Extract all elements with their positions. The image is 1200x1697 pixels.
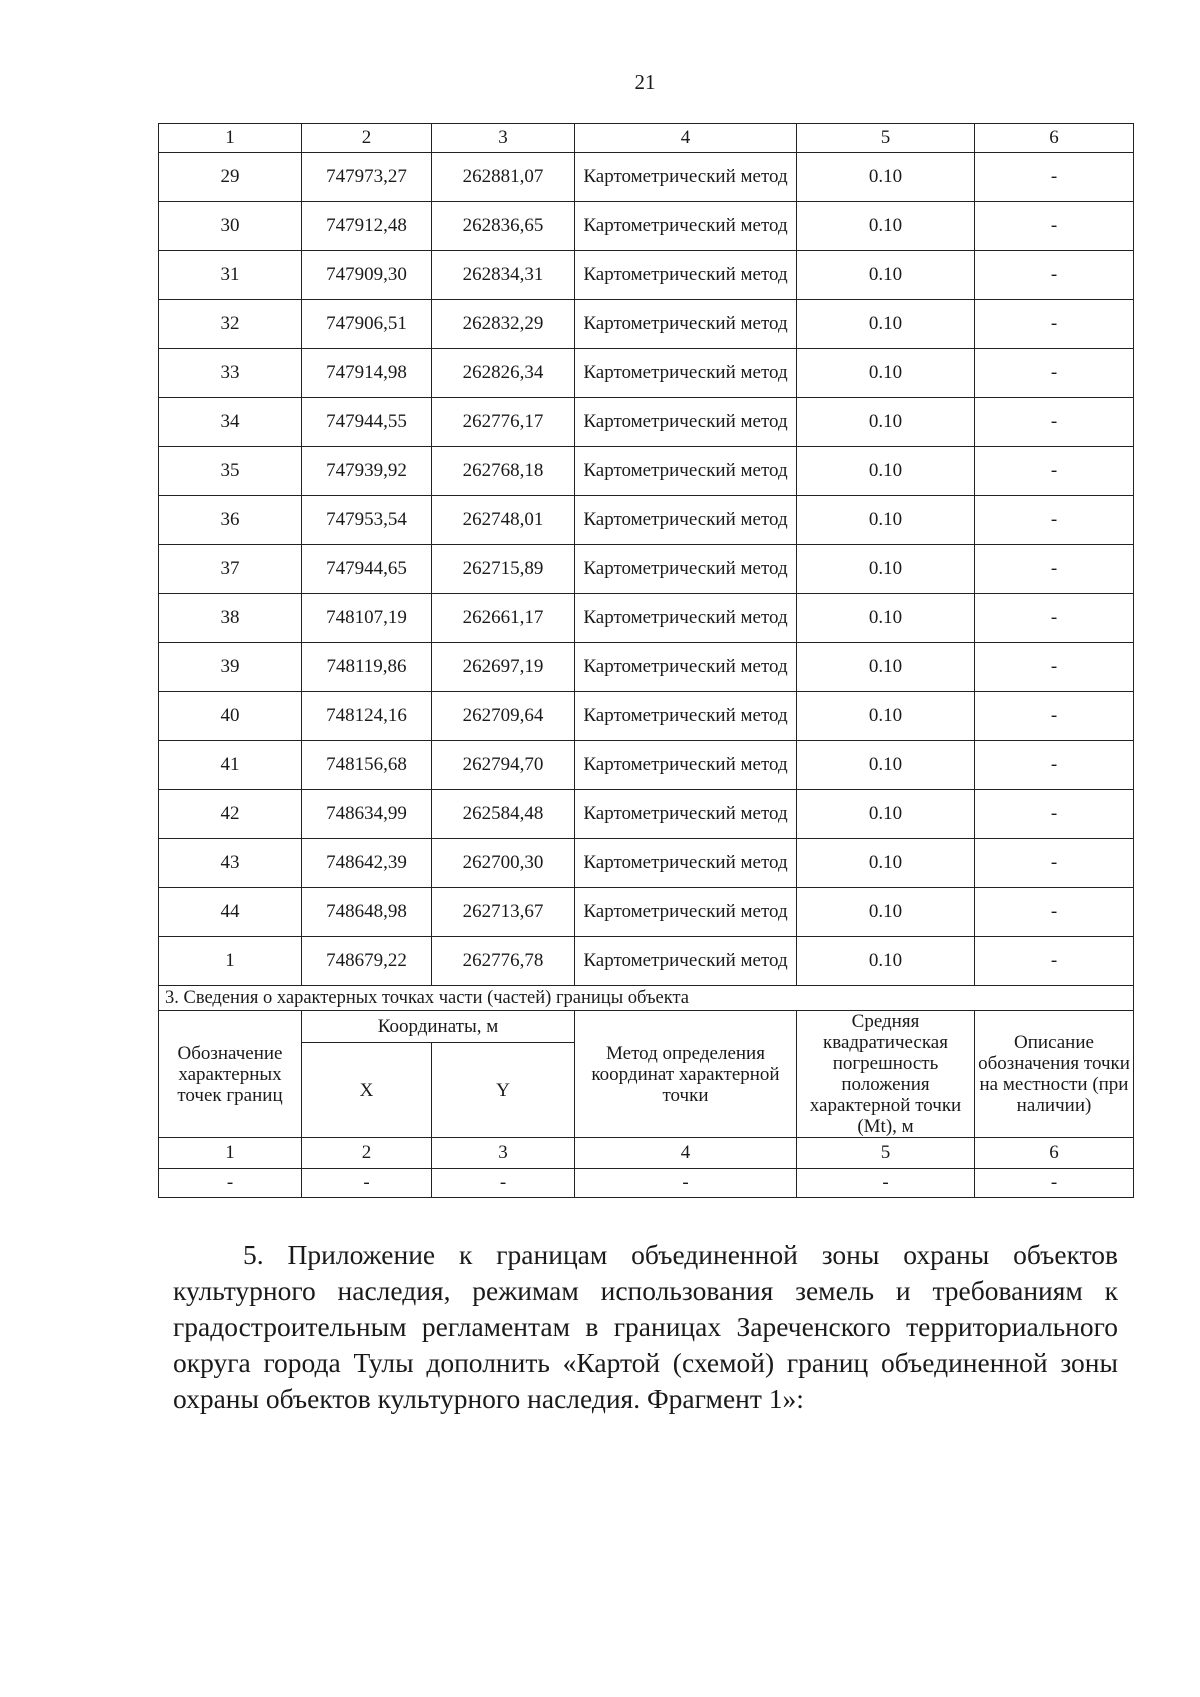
point-number: 35 — [159, 447, 302, 496]
empty-cell: - — [432, 1169, 575, 1198]
coord-x: 748124,16 — [302, 692, 432, 741]
x-header: X — [302, 1043, 432, 1138]
error-value: 0.10 — [797, 790, 975, 839]
error-value: 0.10 — [797, 839, 975, 888]
point-number: 44 — [159, 888, 302, 937]
coord-x: 748156,68 — [302, 741, 432, 790]
method-cell: Картометрический метод — [575, 741, 797, 790]
column-number-row — [159, 124, 1134, 153]
column-number: 2 — [302, 124, 432, 153]
point-description: - — [975, 790, 1134, 839]
appendix-paragraph — [173, 1237, 1118, 1417]
table-row — [159, 888, 1134, 937]
coord-y: 262713,67 — [432, 888, 575, 937]
coord-y: 262834,31 — [432, 251, 575, 300]
coord-x: 748679,22 — [302, 937, 432, 986]
empty-cell: - — [975, 1169, 1134, 1198]
coord-y: 262881,07 — [432, 153, 575, 202]
coord-y: 262700,30 — [432, 839, 575, 888]
error-value: 0.10 — [797, 398, 975, 447]
method-cell: Картометрический метод — [575, 251, 797, 300]
point-description: - — [975, 349, 1134, 398]
point-number: 43 — [159, 839, 302, 888]
coord-x: 747973,27 — [302, 153, 432, 202]
coord-x: 748107,19 — [302, 594, 432, 643]
error-value: 0.10 — [797, 153, 975, 202]
coord-x: 747912,48 — [302, 202, 432, 251]
method-cell: Картометрический метод — [575, 692, 797, 741]
point-number: 30 — [159, 202, 302, 251]
method-cell: Картометрический метод — [575, 496, 797, 545]
method-cell: Картометрический метод — [575, 937, 797, 986]
section-3-empty-row — [159, 1169, 1134, 1198]
point-description: - — [975, 643, 1134, 692]
coord-x: 747944,55 — [302, 398, 432, 447]
table-row — [159, 251, 1134, 300]
error-value: 0.10 — [797, 643, 975, 692]
error-value: 0.10 — [797, 447, 975, 496]
designation-header: Обозначение характерных точек границ — [159, 1011, 302, 1138]
point-number: 38 — [159, 594, 302, 643]
table-row — [159, 692, 1134, 741]
column-number: 1 — [159, 124, 302, 153]
description-header: Описание обозначения точки на местности (при наличии) — [975, 1011, 1134, 1138]
error-value: 0.10 — [797, 888, 975, 937]
column-number: 3 — [432, 124, 575, 153]
coord-y: 262832,29 — [432, 300, 575, 349]
point-description: - — [975, 839, 1134, 888]
coord-y: 262826,34 — [432, 349, 575, 398]
coord-y: 262584,48 — [432, 790, 575, 839]
column-number: 1 — [159, 1138, 302, 1169]
coord-x: 748642,39 — [302, 839, 432, 888]
column-number: 6 — [975, 1138, 1134, 1169]
method-header: Метод определения координат характерной точки — [575, 1011, 797, 1138]
coord-y: 262661,17 — [432, 594, 575, 643]
error-value: 0.10 — [797, 349, 975, 398]
method-cell: Картометрический метод — [575, 447, 797, 496]
method-cell: Картометрический метод — [575, 349, 797, 398]
table-row — [159, 937, 1134, 986]
column-number: 3 — [432, 1138, 575, 1169]
column-number: 4 — [575, 124, 797, 153]
empty-cell: - — [797, 1169, 975, 1198]
method-cell: Картометрический метод — [575, 545, 797, 594]
section-title: 3. Сведения о характерных точках части (частей) границы объекта — [159, 986, 1134, 1011]
table-row — [159, 202, 1134, 251]
method-cell: Картометрический метод — [575, 300, 797, 349]
error-value: 0.10 — [797, 251, 975, 300]
empty-cell: - — [302, 1169, 432, 1198]
method-cell: Картометрический метод — [575, 643, 797, 692]
table-row — [159, 839, 1134, 888]
point-number: 31 — [159, 251, 302, 300]
point-description: - — [975, 741, 1134, 790]
error-value: 0.10 — [797, 741, 975, 790]
method-cell: Картометрический метод — [575, 594, 797, 643]
table-row — [159, 398, 1134, 447]
section-3-number-row — [159, 1138, 1134, 1169]
point-description: - — [975, 398, 1134, 447]
point-description: - — [975, 937, 1134, 986]
point-number: 1 — [159, 937, 302, 986]
empty-cell: - — [575, 1169, 797, 1198]
coord-y: 262794,70 — [432, 741, 575, 790]
error-value: 0.10 — [797, 300, 975, 349]
coord-x: 747944,65 — [302, 545, 432, 594]
method-cell: Картометрический метод — [575, 839, 797, 888]
point-number: 32 — [159, 300, 302, 349]
point-number: 34 — [159, 398, 302, 447]
coord-y: 262776,78 — [432, 937, 575, 986]
coordinates-header: Координаты, м — [302, 1011, 575, 1043]
point-description: - — [975, 300, 1134, 349]
table-row — [159, 790, 1134, 839]
point-number: 33 — [159, 349, 302, 398]
method-cell: Картометрический метод — [575, 398, 797, 447]
coord-x: 747914,98 — [302, 349, 432, 398]
coordinates-table — [158, 123, 1134, 1198]
coord-y: 262697,19 — [432, 643, 575, 692]
column-number: 2 — [302, 1138, 432, 1169]
error-value: 0.10 — [797, 692, 975, 741]
section-3-title-row — [159, 986, 1134, 1011]
error-value: 0.10 — [797, 937, 975, 986]
coord-x: 748634,99 — [302, 790, 432, 839]
coord-x: 748119,86 — [302, 643, 432, 692]
method-cell: Картометрический метод — [575, 153, 797, 202]
column-number: 4 — [575, 1138, 797, 1169]
coord-y: 262776,17 — [432, 398, 575, 447]
error-header: Средняя квадратическая погрешность положения характерной точки (Mt), м — [797, 1011, 975, 1138]
point-description: - — [975, 888, 1134, 937]
point-description: - — [975, 251, 1134, 300]
point-number: 41 — [159, 741, 302, 790]
table-row — [159, 496, 1134, 545]
coord-y: 262836,65 — [432, 202, 575, 251]
table-row — [159, 643, 1134, 692]
table-row — [159, 349, 1134, 398]
point-number: 36 — [159, 496, 302, 545]
point-description: - — [975, 496, 1134, 545]
y-header: Y — [432, 1043, 575, 1138]
column-number: 5 — [797, 124, 975, 153]
coord-y: 262709,64 — [432, 692, 575, 741]
point-number: 42 — [159, 790, 302, 839]
point-description: - — [975, 447, 1134, 496]
table-row — [159, 741, 1134, 790]
method-cell: Картометрический метод — [575, 202, 797, 251]
column-number: 6 — [975, 124, 1134, 153]
error-value: 0.10 — [797, 202, 975, 251]
coord-x: 748648,98 — [302, 888, 432, 937]
method-cell: Картометрический метод — [575, 888, 797, 937]
point-description: - — [975, 692, 1134, 741]
empty-cell: - — [159, 1169, 302, 1198]
coord-x: 747909,30 — [302, 251, 432, 300]
point-description: - — [975, 594, 1134, 643]
point-number: 40 — [159, 692, 302, 741]
point-number: 37 — [159, 545, 302, 594]
column-number: 5 — [797, 1138, 975, 1169]
coord-x: 747939,92 — [302, 447, 432, 496]
page-number: 21 — [634, 70, 656, 94]
point-number: 39 — [159, 643, 302, 692]
section-3-header-row — [159, 1011, 1134, 1043]
table-row — [159, 300, 1134, 349]
error-value: 0.10 — [797, 545, 975, 594]
table-row — [159, 153, 1134, 202]
point-number: 29 — [159, 153, 302, 202]
method-cell: Картометрический метод — [575, 790, 797, 839]
error-value: 0.10 — [797, 594, 975, 643]
table-row — [159, 545, 1134, 594]
coord-y: 262748,01 — [432, 496, 575, 545]
point-description: - — [975, 202, 1134, 251]
coord-y: 262768,18 — [432, 447, 575, 496]
coord-x: 747906,51 — [302, 300, 432, 349]
table-row — [159, 594, 1134, 643]
coord-y: 262715,89 — [432, 545, 575, 594]
point-description: - — [975, 153, 1134, 202]
paragraph-text: 5. Приложение к границам объединенной зоны охраны объектов культурного наследия, режимам использования земель и требованиям к градостроительным регламентам в границах Зареченского территориального округа города Тулы дополнить «Картой (схемой) границ объединенной зоны охраны объектов культурного наследия. Фрагмент 1»: — [173, 1239, 1118, 1414]
error-value: 0.10 — [797, 496, 975, 545]
table-row — [159, 447, 1134, 496]
coord-x: 747953,54 — [302, 496, 432, 545]
point-description: - — [975, 545, 1134, 594]
